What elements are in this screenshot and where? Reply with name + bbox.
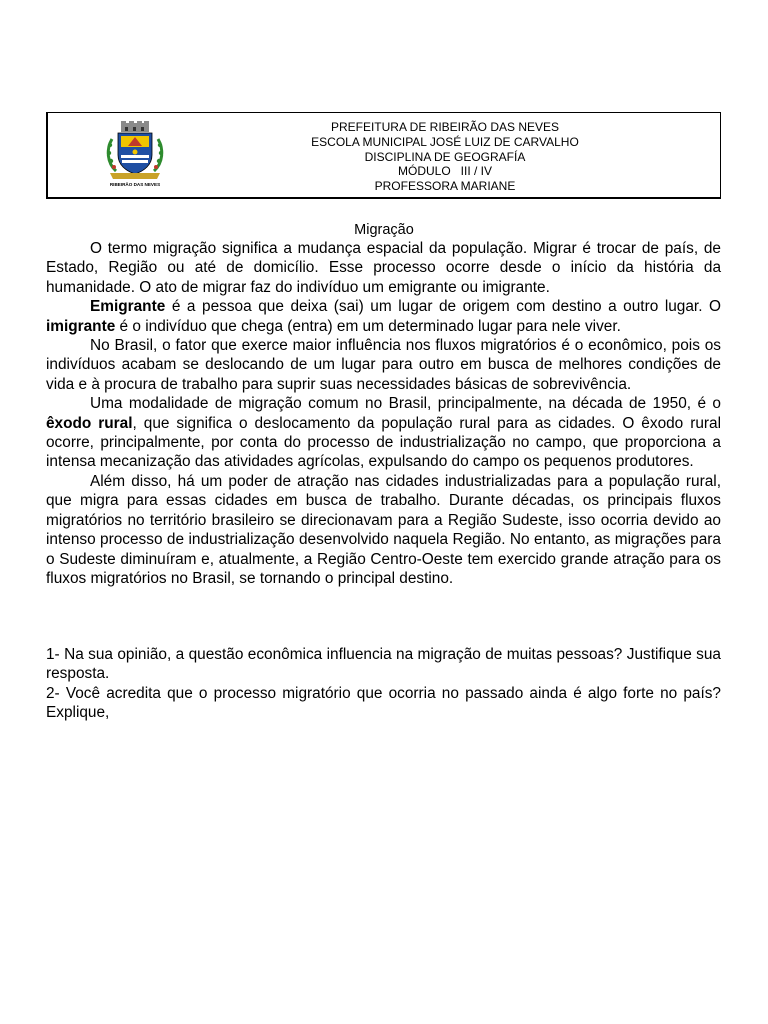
term-exodo-rural: êxodo rural	[46, 414, 133, 432]
header-line-modulo: MÓDULO III / IV	[397, 164, 492, 179]
paragraph-2-text-1: é a pessoa que deixa (sai) um lugar de origem com destino a outro lugar. O	[165, 298, 721, 316]
header-line-professora: PROFESSORA MARIANE	[374, 179, 516, 194]
paragraph-4-text-1: Uma modalidade de migração comum no Brasil, principalmente, na década de 1950, é o	[90, 395, 721, 413]
question-2: 2- Você acredita que o processo migratório que ocorria no passado ainda é algo forte no país? Explique,	[46, 684, 721, 722]
paragraph-5: Além disso, há um poder de atração nas cidades industrializadas para a população rural, que migra para essas cidades em busca de trabalho. Durante décadas, os principais fluxos migratórios no território brasileiro se direcionavam para a Região Sudeste, isso ocorria devido ao intenso processo de industrialização desenvolvido naquela Região. No entanto, as migrações para o Sudeste diminuíram e, atualmente, a Região Centro-Oeste tem exercido grande atração para os fluxos migratórios no Brasil, se tornando o principal destino.	[46, 472, 721, 587]
header-text	[198, 120, 692, 194]
paragraph-1: O termo migração significa a mudança espacial da população. Migrar é trocar de país, de Estado, Região ou até de domicílio. Esse processo ocorre desde o início da história da humanidade. O ato de migrar faz do indivíduo um emigrante ou imigrante.	[46, 240, 721, 296]
header-line-disciplina: DISCIPLINA DE GEOGRAFÍA	[364, 149, 526, 164]
body-text	[46, 239, 721, 588]
municipal-crest-icon	[104, 121, 166, 191]
term-emigrante: Emigrante	[90, 298, 166, 316]
document-title: Migração	[354, 222, 414, 238]
header-line-escola: ESCOLA MUNICIPAL JOSÉ LUIZ DE CARVALHO	[311, 134, 579, 149]
questions	[46, 645, 721, 723]
paragraph-4-text-2: , que significa o deslocamento da população rural para as cidades. O êxodo rural ocorre, principalmente, por conta do processo de industrialização no campo, que proporciona a intensa mecanização das atividades agrícolas, expulsando do campo os pequenos produtores.	[46, 414, 721, 471]
header-box	[46, 112, 721, 199]
paragraph-3: No Brasil, o fator que exerce maior influência nos fluxos migratórios é o econômico, pois os indivíduos acabam se deslocando de um lugar para outro em busca de melhores condições de vida e à procura de trabalho para suprir suas necessidades básicas de sobrevivência.	[46, 337, 721, 393]
term-imigrante: imigrante	[46, 317, 116, 335]
paragraph-4	[46, 394, 721, 472]
paragraph-2-text-2: é o indivíduo que chega (entra) em um determinado lugar para nele viver.	[115, 317, 621, 335]
svg-text:RIBEIRÃO DAS NEVES: RIBEIRÃO DAS NEVES	[109, 182, 161, 187]
header-line-prefeitura: PREFEITURA DE RIBEIRÃO DAS NEVES	[330, 120, 560, 134]
question-1: 1- Na sua opinião, a questão econômica influencia na migração de muitas pessoas? Justifique sua resposta.	[46, 646, 721, 683]
paragraph-2	[46, 297, 721, 336]
